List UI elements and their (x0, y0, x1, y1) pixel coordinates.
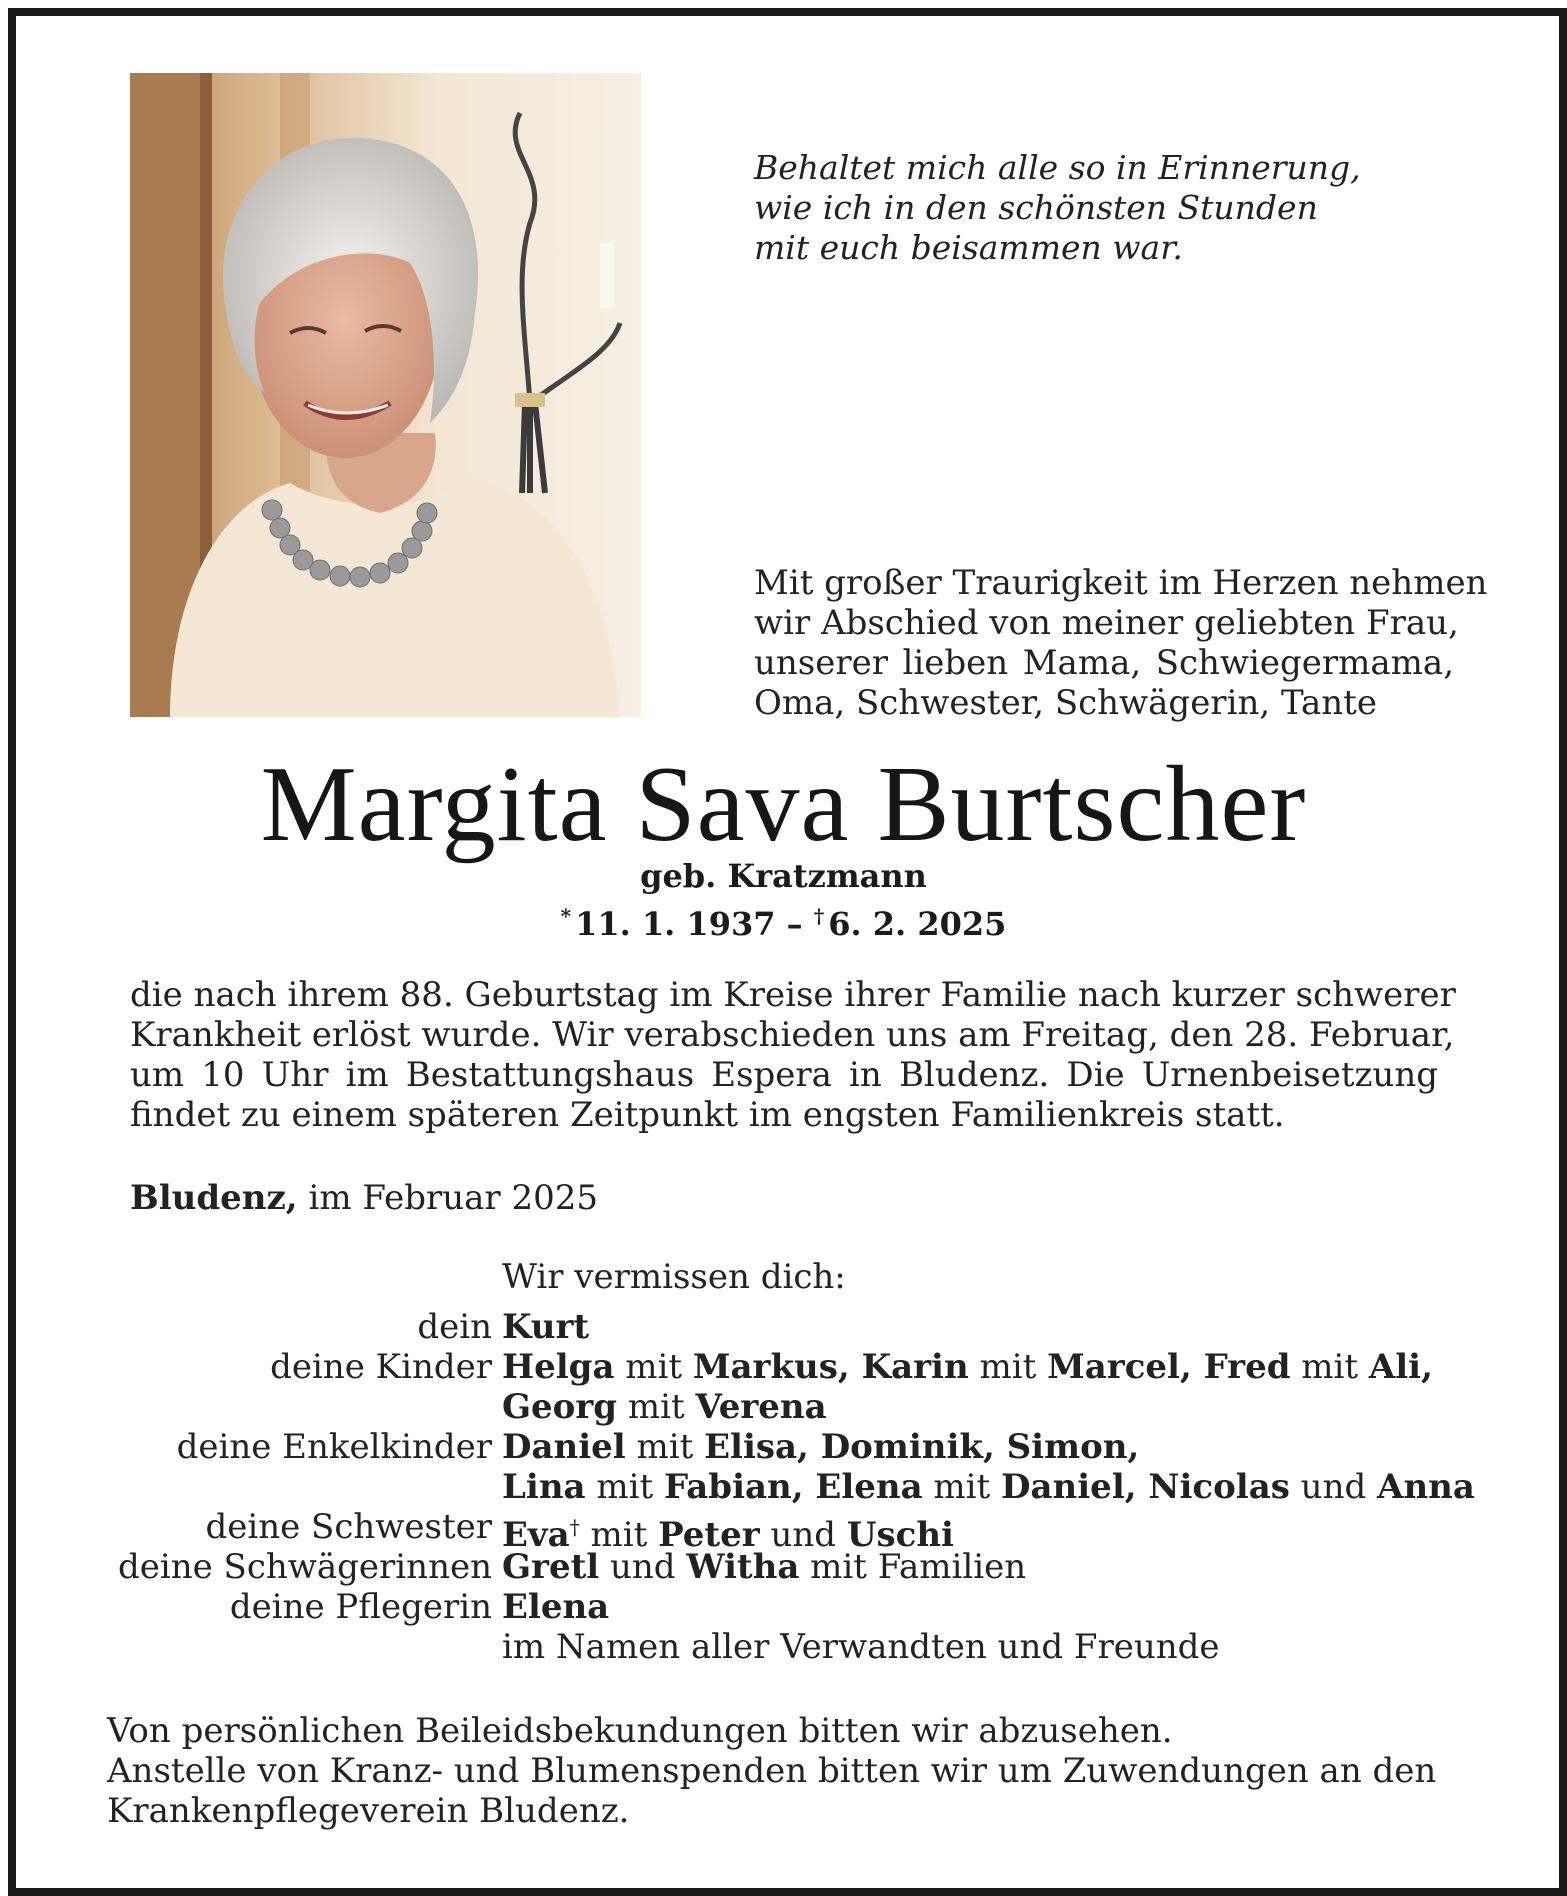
connector: mit (579, 1515, 659, 1555)
death-date: 6. 2. 2025 (828, 905, 1007, 943)
name-bold: Kurt (502, 1307, 590, 1347)
deceased-name: Margita Sava Burtscher (260, 745, 1307, 864)
name-bold: Witha (686, 1547, 800, 1587)
relation-label: deine Kinder (270, 1347, 492, 1387)
relation-label: dein (417, 1307, 492, 1347)
footer-line: Krankenpflegeverein Bludenz. (107, 1791, 630, 1831)
relation-label: deine Pflegerin (229, 1587, 492, 1627)
memorial-quote (754, 148, 1474, 268)
quote-line: mit euch beisammen war. (754, 228, 1183, 267)
family-row (0, 1507, 1567, 1555)
name-bold: Daniel, Nicolas (1001, 1467, 1290, 1507)
name-bold: Marcel, Fred (1047, 1347, 1291, 1387)
intro-line: unserer lieben Mama, Schwiegermama, (754, 643, 1454, 683)
connector: mit (617, 1387, 696, 1427)
connector: mit (1290, 1347, 1369, 1387)
name-bold: Markus, Karin (692, 1347, 969, 1387)
name-bold: Gretl (502, 1547, 600, 1587)
family-row (0, 1467, 1567, 1507)
portrait-photo (130, 73, 641, 717)
relation-label: deine Schwester (205, 1507, 492, 1547)
relation-label: deine Enkelkinder (176, 1427, 492, 1467)
body-line: die nach ihrem 88. Geburtstag im Kreise ihrer Familie nach kurzer schwerer (130, 975, 1456, 1015)
name-bold: Anna (1377, 1467, 1475, 1507)
body-line: um 10 Uhr im Bestattungshaus Espera in Bludenz. Die Urnenbeisetzung (130, 1055, 1438, 1095)
connector: und (599, 1547, 687, 1587)
name-bold: Ali, (1368, 1347, 1433, 1387)
family-row (0, 1627, 1567, 1667)
connector: mit (614, 1347, 693, 1387)
name-bold: Lina (502, 1467, 586, 1507)
name-bold: Uschi (846, 1515, 954, 1555)
connector: mit (585, 1467, 664, 1507)
relation-names (502, 1467, 1475, 1507)
relation-names (502, 1547, 1026, 1587)
footer-line: Von persönlichen Beileidsbekundungen bitten wir abzusehen. (107, 1711, 1173, 1751)
family-row (0, 1587, 1567, 1627)
birth-symbol: * (560, 904, 572, 928)
relation-names (502, 1347, 1433, 1387)
announcement-body (130, 975, 1456, 1135)
death-symbol: † (813, 904, 825, 928)
family-list (0, 1307, 1567, 1667)
name-bold: Eva (502, 1515, 570, 1555)
intro-text (754, 563, 1488, 723)
connector: und (759, 1515, 847, 1555)
intro-line: wir Abschied von meiner geliebten Frau, (754, 603, 1459, 643)
place-city: Bludenz, (130, 1178, 298, 1218)
relation-label: deine Schwägerinnen (117, 1547, 492, 1587)
birth-name: geb. Kratzmann (640, 857, 927, 895)
connector: mit Familien (799, 1547, 1027, 1587)
place-month: im Februar 2025 (297, 1178, 599, 1218)
name-bold: Helga (502, 1347, 615, 1387)
intro-line: Mit großer Traurigkeit im Herzen nehmen (754, 563, 1488, 603)
relation-names (502, 1307, 589, 1347)
quote-line: Behaltet mich alle so in Erinnerung, (754, 148, 1361, 187)
birth-date: 11. 1. 1937 – (575, 905, 814, 943)
relation-names (502, 1587, 609, 1627)
deceased-mark: † (569, 1515, 580, 1539)
name-bold: Verena (695, 1387, 827, 1427)
name-bold: Elena (502, 1587, 610, 1627)
relation-names (502, 1427, 1139, 1467)
connector: mit (625, 1427, 705, 1467)
intro-line: Oma, Schwester, Schwägerin, Tante (754, 683, 1377, 723)
connector: mit (968, 1347, 1048, 1387)
family-row (0, 1387, 1567, 1427)
life-dates (0, 896, 1567, 944)
footer-note (107, 1711, 1436, 1831)
we-miss-you: Wir vermissen dich: (502, 1257, 846, 1297)
place-date (130, 1178, 598, 1218)
connector: mit (922, 1467, 1002, 1507)
family-row (0, 1307, 1567, 1347)
name-bold: Peter (658, 1515, 760, 1555)
family-row (0, 1347, 1567, 1387)
name-bold: Elisa, Dominik, Simon, (704, 1427, 1140, 1467)
family-row (0, 1427, 1567, 1467)
family-closing: im Namen aller Verwandten und Freunde (502, 1627, 1220, 1667)
body-line: Krankheit erlöst wurde. Wir verabschieden uns am Freitag, den 28. Februar, (130, 1015, 1455, 1055)
name-bold: Fabian, Elena (663, 1467, 923, 1507)
family-row (0, 1547, 1567, 1587)
name-bold: Daniel (502, 1427, 626, 1467)
quote-line: wie ich in den schönsten Stunden (754, 188, 1318, 227)
name-bold: Georg (502, 1387, 618, 1427)
connector: und (1289, 1467, 1378, 1507)
relation-names (502, 1387, 827, 1427)
body-line: findet zu einem späteren Zeitpunkt im engsten Familienkreis statt. (130, 1095, 1285, 1135)
footer-line: Anstelle von Kranz- und Blumenspenden bitten wir um Zuwendungen an den (107, 1751, 1437, 1791)
